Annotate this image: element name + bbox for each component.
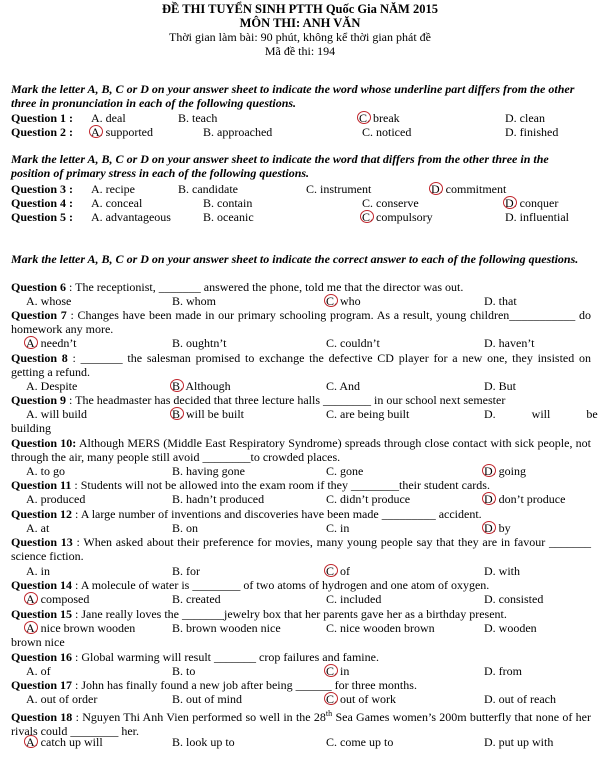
answer-mark-circle [482, 492, 496, 505]
option-d[interactable] [484, 407, 598, 421]
question-text: : Students will not be allowed into the exam room if they ________their student cards. [74, 478, 490, 492]
question-stem [11, 578, 591, 592]
question-text: : Nguyen Thi Anh Vien performed so well in the 28 [75, 710, 326, 724]
option-c[interactable]: C. of [326, 564, 350, 578]
exam-subject: MÔN THI: ANH VĂN [239, 16, 361, 30]
option-d[interactable]: D. by [484, 521, 511, 535]
option-a[interactable]: A. produced [26, 492, 86, 506]
question-text: : Jane really loves the _______jewelry box that her parents gave her as a birthday present. [75, 607, 507, 621]
answer-mark-circle [89, 125, 103, 138]
question-label: Question 11 [11, 478, 72, 492]
question-stem [11, 707, 591, 738]
option-c[interactable]: C. nice wooden brown [326, 621, 435, 635]
option-d[interactable]: D. from [484, 664, 522, 678]
option-a[interactable]: A. in [26, 564, 50, 578]
option-a[interactable]: A. to go [26, 464, 65, 478]
question-text-tail: building [11, 421, 52, 435]
option-b[interactable]: B. for [172, 564, 200, 578]
option-a[interactable]: A. supported [91, 125, 153, 139]
answer-mark-circle [24, 592, 38, 605]
answer-mark-circle [24, 621, 38, 634]
option-c[interactable]: C. included [326, 592, 382, 606]
option-c[interactable]: C. noticed [362, 125, 412, 139]
section-instructions: Mark the letter A, B, C or D on your answer sheet to indicate the correct answer to each of the following questions. [11, 252, 579, 266]
question-stem [11, 393, 591, 407]
question-label: Question 7 [11, 308, 67, 322]
question-stem [11, 478, 591, 492]
option-a[interactable]: A. recipe [91, 182, 135, 196]
option-c[interactable]: C. in [326, 664, 350, 678]
option-d[interactable]: D. don’t produce [484, 492, 566, 506]
ordinal-suffix: th [325, 709, 333, 718]
question-text-tail: brown nice [11, 635, 65, 649]
option-d[interactable]: D. haven’t [484, 336, 535, 350]
question-label: Question 8 [11, 351, 68, 365]
question-label: Question 12 [11, 507, 73, 521]
option-d[interactable]: D. commitment [431, 182, 507, 196]
question-label: Question 9 [11, 393, 67, 407]
question-text: : Global warming will result _______ crop failures and famine. [75, 650, 379, 664]
question-label: Question 17 [11, 678, 73, 692]
option-c[interactable]: C. come up to [326, 735, 394, 749]
section-instructions: Mark the letter A, B, C or D on your answer sheet to indicate the word that differs from the other three in the position of primary stress in each of the following questions. [11, 152, 549, 180]
option-a[interactable]: A. advantageous [91, 210, 171, 224]
option-b[interactable]: B. look up to [172, 735, 235, 749]
option-d[interactable]: D. going [484, 464, 526, 478]
option-b[interactable]: B. on [172, 521, 199, 535]
question-text: : A molecule of water is ________ of two atoms of hydrogen and one atom of oxygen. [75, 578, 490, 592]
section-instructions: Mark the letter A, B, C or D on your answer sheet to indicate the word whose underline part differs from the other three in pronunciation in each of the following questions. [11, 82, 575, 110]
exam-time: Thời gian làm bài: 90 phút, không kể thời gian phát đề [169, 30, 431, 44]
option-b[interactable]: B. candidate [178, 182, 238, 196]
answer-mark-circle [24, 336, 38, 349]
question-label: Question 3 : [11, 182, 74, 196]
option-b[interactable]: B. teach [178, 111, 218, 125]
option-c[interactable]: C. conserve [362, 196, 419, 210]
question-text: : A large number of inventions and discoveries have been made _________ accident. [75, 507, 482, 521]
option-a[interactable]: A. deal [91, 111, 126, 125]
question-label: Question 13 [11, 535, 73, 549]
option-c[interactable]: C. compulsory [362, 210, 433, 224]
option-a[interactable]: A. out of order [26, 692, 98, 706]
exam-title: ĐỀ THI TUYỂN SINH PTTH Quốc Gia NĂM 2015 [162, 2, 438, 16]
question-text: : The receptionist, _______ answered the phone, told me that the director was out. [69, 280, 464, 294]
option-d[interactable]: D. that [484, 294, 517, 308]
option-b[interactable]: B. oceanic [203, 210, 254, 224]
option-d[interactable]: D. conquer [505, 196, 559, 210]
answer-mark-circle [170, 407, 184, 420]
question-stem [11, 650, 591, 664]
option-a[interactable]: A. conceal [91, 196, 143, 210]
question-text: Sea Games women’s 200m butterfly that none of her rivals could ________ her. [11, 710, 591, 738]
option-a[interactable]: A. of [26, 664, 51, 678]
question-label: Question 15 [11, 607, 73, 621]
option-c[interactable]: C. break [359, 111, 400, 125]
answer-mark-circle [482, 521, 496, 534]
question-text: : _______ the salesman promised to exchange the defective CD player for a new one, they insisted on getting a refund. [11, 351, 592, 379]
question-label: Question 18 [11, 710, 73, 724]
answer-mark-circle [324, 564, 338, 577]
question-stem [11, 535, 591, 563]
question-text: : The headmaster has decided that three lecture halls ________ in our school next semester [69, 393, 506, 407]
option-c[interactable]: C. And [326, 379, 361, 393]
question-stem [11, 280, 591, 294]
option-b[interactable]: B. created [172, 592, 221, 606]
question-stem [11, 351, 591, 379]
option-b[interactable]: B. contain [203, 196, 253, 210]
option-d[interactable]: D. But [484, 379, 517, 393]
answer-mark-circle [324, 692, 338, 705]
answer-mark-circle [503, 196, 517, 209]
question-stem [11, 308, 591, 336]
answer-mark-circle [324, 664, 338, 677]
question-label: Question 4 : [11, 196, 74, 210]
question-label: Question 16 [11, 650, 73, 664]
answer-mark-circle [170, 379, 184, 392]
question-text: : Changes have been made in our primary schooling program. As a result, young children___________ do homework any more. [11, 308, 592, 336]
option-b[interactable]: B. whom [172, 294, 217, 308]
option-b[interactable]: B. to [172, 664, 196, 678]
question-stem [11, 507, 591, 521]
question-stem [11, 436, 591, 464]
option-d[interactable]: D. consisted [484, 592, 544, 606]
answer-mark-circle [360, 210, 374, 223]
option-b[interactable]: B. hadn’t produced [172, 492, 265, 506]
question-label: Question 6 [11, 280, 67, 294]
question-label: Question 1 : [11, 111, 74, 125]
option-c[interactable]: C. couldn’t [326, 336, 380, 350]
question-label: Question 5 : [11, 210, 74, 224]
answer-mark-circle [357, 111, 371, 124]
option-a[interactable]: A. catch up will [26, 735, 103, 749]
exam-code: Mã đề thi: 194 [264, 44, 336, 58]
option-b[interactable]: B. Although [172, 379, 231, 393]
option-a[interactable]: A. will build [26, 407, 88, 421]
option-c[interactable]: C. are being built [326, 407, 410, 421]
answer-mark-circle [24, 735, 38, 748]
option-b[interactable]: B. oughtn’t [172, 336, 227, 350]
question-label: Question 2 : [11, 125, 74, 139]
question-stem [11, 607, 591, 621]
option-b[interactable]: B. brown wooden nice [172, 621, 281, 635]
option-d[interactable]: D. with [484, 564, 520, 578]
option-c[interactable]: C. instrument [306, 182, 372, 196]
question-label: Question 10: [11, 436, 77, 450]
option-a[interactable]: A. composed [26, 592, 90, 606]
option-a[interactable]: A. at [26, 521, 50, 535]
option-d[interactable]: D. wooden [484, 621, 537, 635]
option-a[interactable]: A. needn’t [26, 336, 77, 350]
option-c[interactable]: C. who [326, 294, 361, 308]
question-text: : John has finally found a new job after being ______ for three months. [75, 678, 417, 692]
option-c[interactable]: C. in [326, 521, 350, 535]
option-d[interactable]: D. clean [505, 111, 545, 125]
option-c[interactable]: C. gone [326, 464, 364, 478]
option-b[interactable]: B. having gone [172, 464, 245, 478]
option-d-text: D. will be [484, 407, 598, 421]
answer-mark-circle [482, 464, 496, 477]
option-c[interactable]: C. out of work [326, 692, 396, 706]
question-stem [11, 678, 591, 692]
option-a[interactable]: A. Despite [26, 379, 78, 393]
question-text: : When asked about their preference for movies, many young people say that they are in favour _______ science fiction. [11, 535, 591, 563]
option-d[interactable]: D. finished [505, 125, 559, 139]
option-d[interactable]: D. put up with [484, 735, 554, 749]
option-d[interactable]: D. out of reach [484, 692, 556, 706]
option-a[interactable]: A. nice brown wooden [26, 621, 136, 635]
question-text: Although MERS (Middle East Respiratory Syndrome) spreads through close contact with sick people, not through the air, many people still avoid ________to crowded places. [11, 436, 592, 464]
option-d[interactable]: D. influential [505, 210, 569, 224]
option-a[interactable]: A. whose [26, 294, 72, 308]
option-c[interactable]: C. didn’t produce [326, 492, 411, 506]
question-label: Question 14 [11, 578, 73, 592]
answer-mark-circle [324, 294, 338, 307]
option-b[interactable]: B. approached [203, 125, 273, 139]
option-b[interactable]: B. will be built [172, 407, 244, 421]
option-b[interactable]: B. out of mind [172, 692, 243, 706]
answer-mark-circle [429, 182, 443, 195]
